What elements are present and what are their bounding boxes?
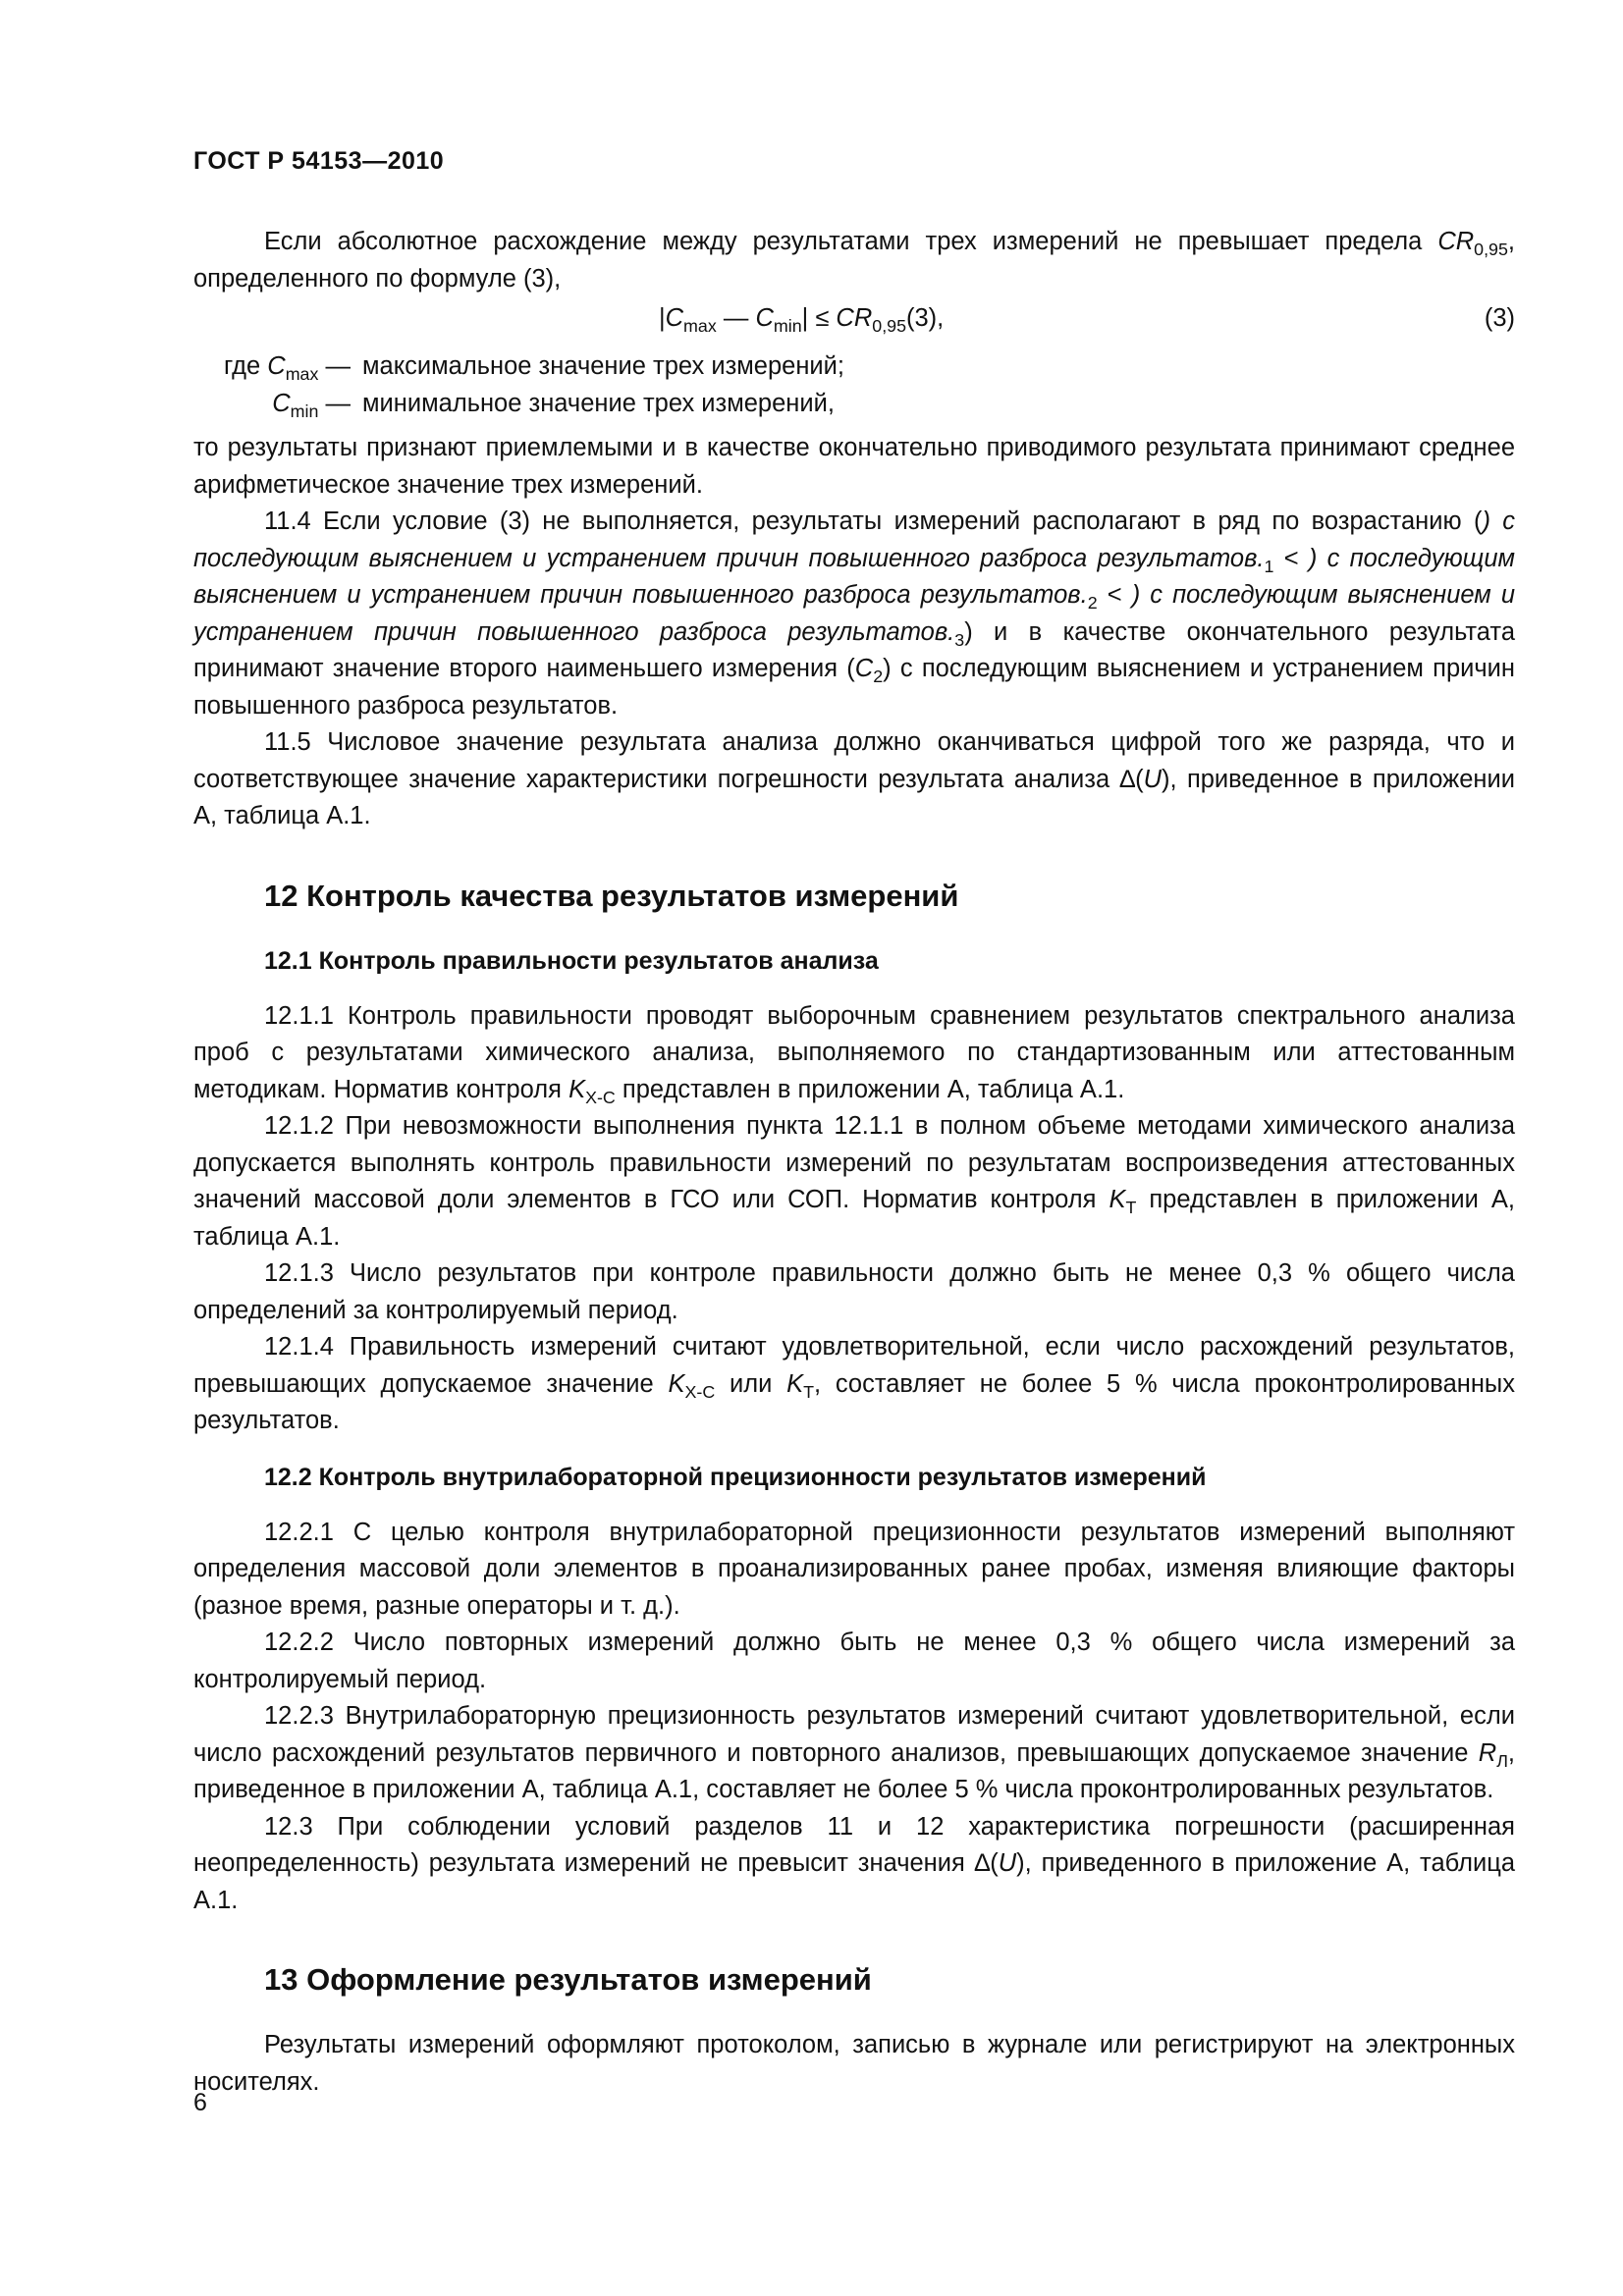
paragraph-11-4: 11.4 Если условие (3) не выполняется, результаты измерений располагают в ряд по возрастанию () с последующим выяснением и устранением причин повышенного разброса $результатов._1$ < ) с последующим выяснением и устранением причин повышенного разброса $результатов._2$ < ) с последующим выяснением и устранением причин повышенного разброса $результатов._3$) и в качестве окончательного результата принимают значение второго наименьшего измерения $(C_2)$ с последующим выяснением и устранением причин повышенного разброса результатов. [193, 507, 1516, 720]
formula-3 [193, 300, 1515, 338]
legend-row-min: $C_{min}$ — минимальное значение трех измерений, [272, 390, 835, 422]
standard-header: ГОСТ Р 54153—2010 [193, 147, 445, 175]
paragraph-12-1-3: 12.1.3 Число результатов при контроле правильности должно быть не менее 0,3 % общего числа определений за контролируемый период. [193, 1259, 1515, 1324]
subsection-12-2-title: 12.2 Контроль внутрилабораторной прецизионности результатов измерений [264, 1463, 1207, 1491]
paragraph-12-3: 12.3 При соблюдении условий разделов 11 и 12 характеристика погрешности (расширенная неопределенность) результата измерений не превысит значения ∆(U), приведенного в приложение А, таблица А.1. [193, 1812, 1515, 1914]
legend-row-max: где $C_{max}$ — максимальное значение трех измерений; [223, 352, 844, 385]
formula-expression: $|C_{max}$ — $C_{min}| \le CR_{0,95}(3)$, [659, 304, 945, 337]
paragraph-12-1-2: 12.1.2 При невозможности выполнения пункта 12.1.1 в полном объеме методами химического анализа допускается выполнять контроль правильности измерений по результатам воспроизведения аттестованных значений массовой доли элементов в ГСО или СОП. Норматив контроля $K_Т$ представлен в приложении А, таблица А.1. [193, 1112, 1515, 1251]
paragraph-intro-conclusion: то результаты признают приемлемыми и в качестве окончательно приводимого результата принимают среднее арифметическое значение трех измерений. [193, 434, 1515, 499]
subsection-12-1-title: 12.1 Контроль правильности результатов анализа [264, 946, 879, 975]
page-number: 6 [193, 2089, 207, 2116]
paragraph-12-2-3: 12.2.3 Внутрилабораторную прецизионность результатов измерений считают удовлетворительной, если число расхождений результатов первичного и повторного анализов, превышающих допускаемое значение $R_Л$, приведенное в приложении А, таблица А.1, составляет не более 5 % числа проконтролированных результатов. [193, 1702, 1515, 1803]
formula-legend [193, 347, 1515, 422]
paragraph-12-2-2: 12.2.2 Число повторных измерений должно быть не менее 0,3 % общего числа измерений за контролируемый период. [193, 1629, 1515, 1693]
paragraph-12-1-4: 12.1.4 Правильность измерений считают удовлетворительной, если число расхождений результатов, превышающих допускаемое значение $K_{Х-С}$ или $K_Т$, составляет не более 5 % числа проконтролированных результатов. [193, 1333, 1515, 1434]
paragraph-12-2-1: 12.2.1 С целью контроля внутрилабораторной прецизионности результатов измерений выполняют определения массовой доли элементов в проанализированных ранее пробах, изменяя влияющие факторы (разное время, разные операторы и т. д.). [193, 1518, 1515, 1620]
page-content [193, 224, 1515, 2101]
formula-number: (3) [1484, 304, 1515, 332]
paragraph-13: Результаты измерений оформляют протоколом, записью в журнале или регистрируют на электронных носителях. [193, 2031, 1515, 2096]
paragraph-12-1-1: 12.1.1 Контроль правильности проводят выборочным сравнением результатов спектрального анализа проб с результатами химического анализа, выполняемого по стандартизованным или аттестованным методикам. Норматив контроля $K_{Х-С}$ представлен в приложении А, таблица А.1. [193, 1001, 1515, 1107]
paragraph-11-5: 11.5 Числовое значение результата анализа должно оканчиваться цифрой того же разряда, что и соответствующее значение характеристики погрешности результата анализа ∆(U), приведенное в приложении А, таблица А.1. [193, 728, 1515, 829]
section-13-title: 13 Оформление результатов измерений [264, 1962, 872, 1997]
section-12-title: 12 Контроль качества результатов измерений [264, 878, 959, 913]
paragraph-intro: Если абсолютное расхождение между результатами трех измерений не превышает предела $CR_{0,95}$, определенного по формуле (3), [193, 228, 1515, 293]
